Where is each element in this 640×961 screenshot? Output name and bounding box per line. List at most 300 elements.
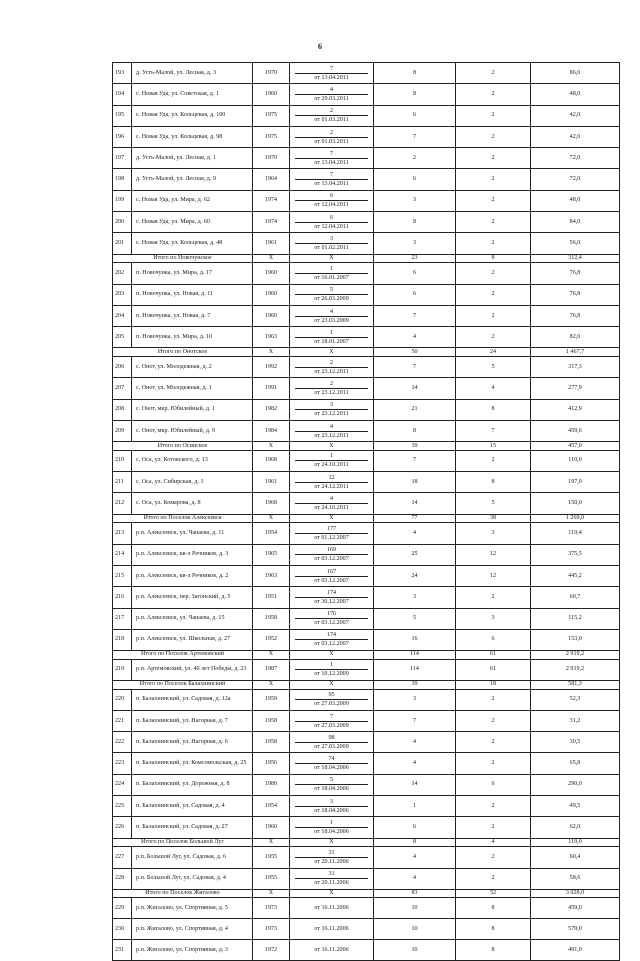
count-2-cell: 2 [456,796,531,817]
address-cell [132,233,253,254]
year-cell: 1960 [253,305,290,326]
address-text: р.п. Жигалово, ул. Спортивная, д. 4 [136,925,228,932]
document-cell [290,868,374,889]
row-number: 222 [113,732,132,753]
area-cell: 76,8 [531,305,620,326]
count-2-cell: 2 [456,753,531,774]
document-date: от 23.12.2011 [314,368,349,375]
table-row [113,710,620,731]
document-cell [290,233,374,254]
document-date: от 18.04.2006 [314,786,349,793]
address-text: с. Новая Уда, ул. Кольцевая, д. 100 [136,112,226,119]
document-cell [290,284,374,305]
document-date: от 12.04.2011 [314,223,349,230]
document-date: от 24.12.2011 [314,483,349,490]
count-2-cell: 2 [456,305,531,326]
document-number: 7 [295,171,368,180]
address-cell [132,544,253,565]
row-number: 207 [113,378,132,399]
table-row [113,523,620,544]
count-2-cell: 8 [456,898,531,919]
year-cell: 1970 [253,63,290,84]
year-cell: 1972 [253,940,290,961]
count-2-cell: 2 [456,732,531,753]
table-body [113,63,620,961]
row-number: 208 [113,399,132,420]
address-cell [132,472,253,493]
count-1-cell: 10 [374,898,456,919]
subtotal-area: 1 269,0 [531,514,620,523]
count-1-cell: 8 [374,84,456,105]
address-cell [132,493,253,514]
subtotal-row [113,889,620,898]
document-date: от 23.12.2011 [314,411,349,418]
address-text: п. Балахнинский, ул. Нагорная, д. 7 [136,717,228,724]
document-date: от 10.12.2009 [314,671,349,678]
row-number: 218 [113,629,132,650]
document-number: 7 [295,150,368,159]
subtotal-count-1: 114 [374,651,456,660]
address-text: п. Новочунка, ул. Новая, д. 11 [136,291,214,298]
year-cell: 1960 [253,284,290,305]
count-1-cell: 6 [374,169,456,190]
document-cell [290,378,374,399]
table-row [113,63,620,84]
count-1-cell: 24 [374,565,456,586]
count-1-cell: 4 [374,732,456,753]
count-2-cell: 2 [456,63,531,84]
subtotal-count-1: 39 [374,680,456,689]
address-cell [132,399,253,420]
address-text: п. Балахнинский, ул. Садовая, д. 12а [136,696,231,703]
document-number: 31 [295,849,368,858]
address-text: с. Новая Уда, ул. Советская, д. 1 [136,90,219,97]
table-row [113,732,620,753]
address-text: с. Новая Уда, ул. Мира, д. 60 [136,218,210,225]
document-date: от 26.03.2009 [314,296,349,303]
table-row [113,233,620,254]
row-number: 194 [113,84,132,105]
address-text: п. Балахнинский, ул. Садовая, д. 27 [136,824,228,830]
count-1-cell: 10 [374,919,456,940]
subtotal-count-1: 8 [374,838,456,847]
subtotal-area: 1 467,7 [531,348,620,357]
count-2-cell: 2 [456,190,531,211]
address-cell [132,774,253,795]
area-cell: 2 919,2 [531,659,620,680]
address-text: с. Онот, ул. Молодежная, д. 2 [136,363,212,370]
address-cell [132,659,253,680]
table-row [113,105,620,126]
area-cell: 277,9 [531,378,620,399]
year-cell: 1958 [253,732,290,753]
document-number: 7 [295,713,368,722]
row-number: 223 [113,753,132,774]
area-cell: 150,0 [531,493,620,514]
subtotal-label: Итого по Новочунское [113,254,253,263]
address-text: п. Балахнинский, ул. Садовая, д. 4 [136,802,225,809]
document-number: 5 [295,286,368,295]
page-number: 6 [318,42,322,51]
count-2-cell: 2 [456,587,531,608]
count-1-cell: 7 [374,305,456,326]
address-text: п. Новочунка, ул. Новая, д. 7 [136,312,211,319]
subtotal-area: 581,3 [531,680,620,689]
count-1-cell: 8 [374,420,456,441]
address-cell [132,284,253,305]
year-cell: 1974 [253,212,290,233]
count-2-cell: 8 [456,919,531,940]
document-date: от 18.04.2006 [314,807,349,814]
subtotal-count-1: 77 [374,514,456,523]
year-cell: 1958 [253,710,290,731]
document-cell [290,817,374,838]
area-cell: 42,0 [531,126,620,147]
address-text: с. Онот, мкр. Юбилейный, д. 1 [136,406,216,413]
row-number: 201 [113,233,132,254]
document-number: 174 [295,631,368,640]
subtotal-row [113,651,620,660]
table-row [113,898,620,919]
year-cell: 1968 [253,450,290,471]
document-cell [290,148,374,169]
row-number: 193 [113,63,132,84]
area-cell: 459,0 [531,898,620,919]
address-text: р.п. Алексеевск, пер. Затонский, д. 5 [136,593,231,600]
document-date: от 30.12.2007 [314,598,349,605]
year-cell: 1974 [253,190,290,211]
document-number: 177 [295,525,368,534]
document-cell [290,305,374,326]
subtotal-label: Итого по Онотское [113,348,253,357]
document-cell: от 16.11.2006 [290,898,374,919]
row-number: 224 [113,774,132,795]
address-cell [132,629,253,650]
document-date: от 18.04.2006 [314,829,349,835]
table-row [113,919,620,940]
table-row [113,378,620,399]
address-cell [132,126,253,147]
count-1-cell: 14 [374,493,456,514]
address-text: с. Онот, мкр. Юбилейный, д. 9 [136,427,216,434]
subtotal-count-1: 83 [374,889,456,898]
document-date: от 27.03.2009 [314,701,349,708]
area-cell: 72,0 [531,169,620,190]
area-cell: 110,0 [531,450,620,471]
document-number: 2 [295,129,368,138]
address-cell [132,148,253,169]
table-row [113,659,620,680]
year-cell: 1984 [253,420,290,441]
area-cell: 445,2 [531,565,620,586]
area-cell: 42,0 [531,105,620,126]
document-date: от 20.11.2006 [314,880,349,887]
document-date: от 13.04.2011 [314,74,349,81]
subtotal-year: X [253,348,290,357]
table-row [113,608,620,629]
document-cell [290,169,374,190]
table-row [113,169,620,190]
table-row [113,472,620,493]
document-cell [290,357,374,378]
document-number: 31 [295,870,368,879]
document-cell: от 16.11.2006 [290,919,374,940]
year-cell: 1952 [253,629,290,650]
document-date: от 03.12.2007 [314,620,349,627]
document-date: от 01.03.2011 [314,117,349,124]
count-1-cell: 6 [374,284,456,305]
year-cell: 1987 [253,659,290,680]
count-2-cell: 61 [456,659,531,680]
count-2-cell: 2 [456,327,531,348]
address-text: д. Усть-Малой, ул. Лесная, д. 1 [136,154,217,161]
row-number: 230 [113,919,132,940]
count-1-cell: 4 [374,523,456,544]
row-number: 226 [113,817,132,838]
document-cell [290,327,374,348]
table-row [113,305,620,326]
address-text: р.п. Алексеевск, ул. Чапаева, д. 15 [136,615,225,622]
year-cell: 1964 [253,169,290,190]
count-1-cell: 7 [374,357,456,378]
document-cell [290,689,374,710]
document-number: 1 [295,329,368,338]
subtotal-doc: X [290,651,374,660]
document-number: 74 [295,755,368,764]
row-number: 228 [113,868,132,889]
area-cell: 60,4 [531,847,620,868]
count-2-cell: 2 [456,84,531,105]
year-cell: 1961 [253,233,290,254]
address-cell [132,608,253,629]
document-number: 3 [295,798,368,807]
address-cell [132,565,253,586]
address-text: п. Балахнинский, ул. Дорожная, д. 8 [136,781,230,788]
document-number: 2 [295,359,368,368]
area-cell: 197,0 [531,472,620,493]
year-cell: 1960 [253,263,290,284]
document-cell [290,472,374,493]
document-cell [290,659,374,680]
document-cell [290,420,374,441]
document-cell [290,84,374,105]
area-cell: 48,0 [531,190,620,211]
count-2-cell: 3 [456,523,531,544]
document-date: от 23.03.2009 [314,317,349,324]
row-number: 197 [113,148,132,169]
area-cell: 579,0 [531,919,620,940]
count-1-cell: 6 [374,263,456,284]
year-cell: 1965 [253,544,290,565]
address-text: с. Новая Уда, ул. Мира, д. 62 [136,197,210,204]
row-number: 202 [113,263,132,284]
count-1-cell: 5 [374,608,456,629]
area-cell: 317,3 [531,357,620,378]
document-cell [290,190,374,211]
table-row [113,629,620,650]
address-text: с. Новая Уда, ул. Кольцевая, д. 98 [136,133,223,140]
count-2-cell: 4 [456,378,531,399]
address-text: с. Новая Уда, ул. Кольцевая, д. 48 [136,240,223,247]
row-number: 229 [113,898,132,919]
table-row [113,817,620,838]
subtotal-count-2: 8 [456,254,531,263]
count-2-cell: 12 [456,565,531,586]
count-2-cell: 7 [456,420,531,441]
document-number: 6 [295,214,368,223]
subtotal-count-2: 52 [456,889,531,898]
document-number: 12 [295,474,368,483]
subtotal-doc: X [290,838,374,847]
address-text: д. Усть-Малой, ул. Лесная, д. 9 [136,176,217,183]
document-date: от 18.01.2007 [314,338,349,345]
year-cell: 1970 [253,148,290,169]
address-cell [132,357,253,378]
subtotal-doc: X [290,680,374,689]
area-cell: 119,4 [531,523,620,544]
year-cell: 1951 [253,587,290,608]
count-2-cell: 5 [456,493,531,514]
area-cell: 84,0 [531,212,620,233]
document-cell [290,732,374,753]
document-number: 1 [295,452,368,461]
area-cell: 30,5 [531,732,620,753]
area-cell: 491,0 [531,940,620,961]
address-cell [132,450,253,471]
document-date: от 13.04.2011 [314,159,349,166]
document-cell [290,63,374,84]
count-1-cell: 114 [374,659,456,680]
document-date: от 20.11.2006 [314,858,349,865]
document-cell [290,565,374,586]
row-number: 213 [113,523,132,544]
table-row [113,399,620,420]
count-2-cell: 2 [456,212,531,233]
document-date: от 03.12.2007 [314,577,349,584]
housing-register-table [112,62,620,961]
year-cell: 1956 [253,753,290,774]
count-1-cell: 2 [374,148,456,169]
address-text: с. Оса, ул. Котовского, д. 13 [136,457,208,464]
area-cell: 290,0 [531,774,620,795]
address-cell [132,305,253,326]
year-cell: 1991 [253,378,290,399]
count-2-cell: 12 [456,544,531,565]
row-number: 211 [113,472,132,493]
subtotal-year: X [253,514,290,523]
subtotal-count-2: 4 [456,838,531,847]
document-number: 6 [295,192,368,201]
document-cell [290,587,374,608]
area-cell: 65,8 [531,753,620,774]
year-cell: 1975 [253,126,290,147]
document-date: от 27.03.2009 [314,743,349,750]
year-cell: 1973 [253,898,290,919]
area-cell: 48,0 [531,84,620,105]
count-2-cell: 2 [456,284,531,305]
count-2-cell: 2 [456,710,531,731]
document-date: от 24.10.2011 [314,462,349,469]
row-number: 206 [113,357,132,378]
subtotal-doc: X [290,254,374,263]
document-number: 3 [295,235,368,244]
subtotal-label: Итого по Поселок Большой Луг [113,838,253,847]
subtotal-count-2: 61 [456,651,531,660]
row-number: 220 [113,689,132,710]
area-cell: 49,5 [531,796,620,817]
document-number: 169 [295,546,368,555]
table-row [113,796,620,817]
document-date: от 01.03.2011 [314,138,349,145]
document-cell [290,105,374,126]
subtotal-doc: X [290,889,374,898]
address-cell [132,378,253,399]
address-text: р.п. Жигалово, ул. Спортивная, д. 5 [136,904,228,911]
year-cell: 1960 [253,84,290,105]
address-cell [132,327,253,348]
document-date: от 24.10.2011 [314,505,349,512]
count-2-cell: 2 [456,169,531,190]
table-row [113,450,620,471]
address-text: с. Онот, ул. Молодежная, д. 1 [136,384,212,391]
subtotal-year: X [253,838,290,847]
row-number: 225 [113,796,132,817]
document-number: 167 [295,568,368,577]
document-cell [290,544,374,565]
address-cell [132,212,253,233]
document-cell [290,263,374,284]
address-cell [132,847,253,868]
count-2-cell: 2 [456,450,531,471]
count-1-cell: 4 [374,327,456,348]
table-row [113,565,620,586]
row-number: 198 [113,169,132,190]
address-text: р.п. Артемовский, ул. 40 лет Победы, д. 23 [136,666,247,673]
row-number: 196 [113,126,132,147]
count-1-cell: 7 [374,126,456,147]
document-cell [290,796,374,817]
subtotal-count-2: 18 [456,680,531,689]
document-date: от 23.12.2011 [314,432,349,439]
address-text: р.п. Алексеевск, ул. Школьная, д. 27 [136,636,231,643]
row-number: 215 [113,565,132,586]
address-text: п. Балахнинский, ул. Нагорная, д. 6 [136,738,228,745]
document-cell: от 16.11.2006 [290,940,374,961]
document-cell [290,710,374,731]
subtotal-year: X [253,651,290,660]
subtotal-row [113,514,620,523]
table-row [113,689,620,710]
document-cell [290,493,374,514]
count-1-cell: 4 [374,753,456,774]
count-2-cell: 2 [456,126,531,147]
address-text: с. Оса, ул. Сибирская, д. 1 [136,478,204,485]
count-1-cell: 1 [374,796,456,817]
subtotal-count-2: 38 [456,514,531,523]
address-cell [132,63,253,84]
count-2-cell: 2 [456,868,531,889]
document-date: от 29.03.2011 [314,95,349,102]
address-text: р.п. Алексеевск, кв-л Речников, д. 2 [136,572,229,579]
year-cell: 1980 [253,774,290,795]
table-row [113,544,620,565]
row-number: 216 [113,587,132,608]
document-number: 4 [295,423,368,432]
subtotal-label: Итого по Поселок Балахнинский [113,680,253,689]
count-2-cell: 8 [456,472,531,493]
year-cell: 1954 [253,796,290,817]
address-text: р.п. Большой Луг, ул. Садовая, д. 4 [136,875,226,882]
